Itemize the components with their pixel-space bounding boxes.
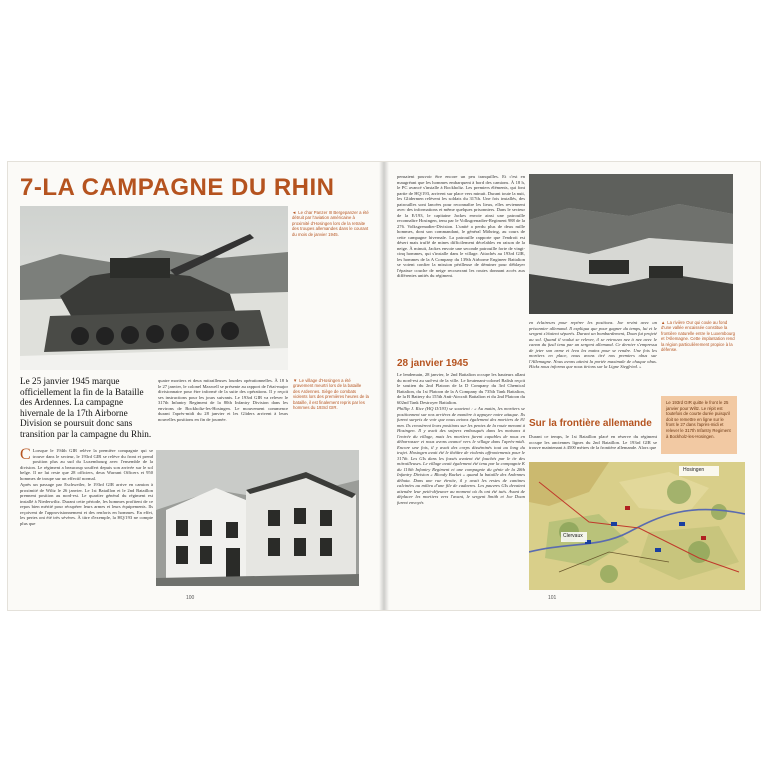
paragraph: Phillip J. Rice (HQ II/193) se souvient : « Au matin, les mortiers se positionnent sur nos arrières de manière à appuyer notre attaque. Ils furent surpris de voir que nous avions également des mortiers de 81 mm. Ils creusèrent leurs positions sur les pentes de la route menant à Hosingen. Il y avait des snipers embusqués dans les maisons à l'entrée du village, mais les mortiers furent capables de nous en débarrasser et nous avons avancé vers le village dans l'après-midi. Encore une fois, il y avait des corps disséminés tout au long du trajet. Hosingen avait été le théâtre de violents affrontements pour le 317th. Les GIs dans les fossés avaient été fauchés par le tir des mitrailleuses. Le village avait également été tenu par la compagnie K du 110th Infantry Regiment et une compagnie du génie de la 28th Infantry Division « Bloody Bucket » quand la bataille des Ardennes débuta. Dans une rue étroite, il y avait les restes de cantines calcinées au milieu d'une file de cadavres. Les pauvres GIs devaient attendre leur petit-déjeuner au moment où ils ont été tués. Avant de déplacer les mortiers vers l'avant, le sergent Smith et Joe Doan furent envoyés [397,406,525,505]
paragraph: en éclaireurs pour repérer les positions. Joe revint avec un prisonnier allemand. Il expliqua que pour gagner du temps, lui et le sergent s'étaient séparés. Durant un bombardement, Doan fut projeté au sol. Quand il voulut se relever, il se retrouva nez à nez avec le canon du fusil tenu par un sergent allemand. Ce dernier s'empressa de jeter son arme et leva les mains pour se rendre. Une fois les mortiers en place, nous avons tiré nos premiers obus sur l'Allemagne. Nous avons atteint la portée maximale de chaque obus. Hicks nous informa que nous tirions sur la Ligne Siegfried. » [529,320,657,369]
right-column-d2 [529,434,657,464]
right-column-c [397,174,525,350]
river-caption [661,320,737,352]
sidebar-text: Le 193rd GIR quitte le front le 25 janvier pour Wiltz. Le répit est toutefois de courte durée puisqu'il doit se remettre en ligne sur le front le 27 dans l'après-midi et relever le 317th Infantry Regiment à Bockholz-les-Hosingen. [666,400,731,439]
page-number-left: 100 [186,595,195,601]
paragraph: Après un passage par Eschweiler, le 193rd GIR arrive en camion à proximité de Wiltz le 26 janvier. Le 1st Bataillon et le 2nd Bataillon prennent position au nord-est. Le quartier général du régiment est installé à Niederwiltz. Durant cette période, les hommes profitent de ce repos bien mérité pour récupérer leurs armes et leurs équipements. Ils reçoivent de l'approvisionnement et des renforts en hommes. En effet, les pertes ont été très sévères. À titre d'exemple, la HQ/193 ne compte plus que [20,482,153,526]
page-number-right: 101 [548,595,557,601]
tank-caption [292,210,370,237]
map-image [529,462,745,590]
chapter-title: 7-LA CAMPAGNE DU RHIN [20,174,335,201]
subhead-frontiere: Sur la frontière allemande [529,418,652,429]
left-column-b [158,378,288,440]
right-column-c2 [397,372,525,592]
paragraph: quatre mortiers et deux mitrailleuses lourdes opérationnelles. À 18 h le 27 janvier, le colonel Maxwell se présente au rapport de l'état-major divisionnaire pour être informé de la suite des opérations. Il y reçoit ses instructions pour les jours suivants. Le 193rd GIR va relever le 317th Infantry Regiment de la 80th Infantry Division dans les environs de Bockholtz-les-Hosingen. Le mouvement commence durant l'après-midi du 28 janvier et les Gliders arrivent à leurs nouvelles positions en fin de journée. [158,378,288,422]
left-column-a [20,448,153,588]
paragraph: Lorsque le 194th GIR relève la première compagnie qui se trouve dans le secteur, le 193rd GIR se relève du front et prend position plus au sud du Luxembourg avec l'ensemble de la division. Le régiment a beaucoup souffert depuis son arrivée sur le sol belge. Il ne lui reste que 28 officiers, deux Warrant Officers et 950 hommes de troupe sur un effectif normal. [20,448,153,481]
village-photo [156,450,359,586]
dropcap: C [20,448,31,463]
river-photo [529,174,733,314]
village-caption-text: Le village d'Hosingen a été gravement meurtri lors de la bataille des Ardennes. Siège de combats violents lors des premières heures de la bataille, il est finalement repris par les hommes du 193rd GIR. [293,378,369,411]
village-caption [293,378,369,410]
book-spread [8,162,760,610]
subhead-28-janvier: 28 janvier 1945 [397,358,469,369]
lead-paragraph: Le 25 janvier 1945 marque officiellement la fin de la Bataille des Ardennes. La campagne hivernale de la 17th Airborne Division se poursuit donc sans transition par la campagne du Rhin. [20,376,152,439]
map-label-hosingen: Hosingen [683,467,705,473]
caption-triangle-icon: ▲ [661,320,666,325]
right-column-d [529,320,657,416]
paragraph: Durant ce temps, le 1st Bataillon placé en réserve du régiment occupe les anciennes lignes du 2nd Bataillon. Le 193rd GIR se trouve maintenant à 4500 mètres de la frontière allemande. Alors que [529,434,657,450]
tank-photo [20,206,288,370]
paragraph: Le lendemain, 28 janvier, le 2nd Battalion occupe les hauteurs allant du nord-est au sud-est de la ville. Le lieutenant-colonel Balish reçoit le soutien du 2nd Platoon de la D Company du 3rd Chemical Battalion, du 1st Platoon de la A Company du 735th Tank Battalion, de la B Battery du 155th Anti-Aircraft Battalion et du 2nd Platoon du 602nd Tank Destroyer Battalion. [397,372,525,405]
gutter-shadow [379,162,389,610]
paragraph: pensaient pouvoir être encore un peu tranquilles. Et c'est en maugréant que les hommes embarquent à bord des camions. À 18 h, le PC avancé s'installe à Bockholtz. Les premiers éléments, qui font partie de HQ/193, arrivent sur place vers minuit. Durant toute la nuit, les Glidermen relèvent les soldats du 317th. Une fois installés, des patrouilles sont lancées pour reconnaître les lieux, elles reviennent avec des informations et même quelques prisonniers. Dans le secteur de la E/193, le capitaine Jackes envoie ainsi une patrouille reconnaître Hosingen, tenu par le Volksgrenadier-Regiment 988 de la 276. Volksgrenadier-Division. L'unité a perdu plus de deux mille hommes, dont son commandant, le général Möhring, au cours de cette campagne hivernale. La patrouille rapporte que l'endroit est désert mais truffé de mines difficilement décelables en raison de la neige. À minuit, Jackes envoie une seconde patrouille forte de vingt-cinq hommes, qui s'installe dans le village. Attachés au 193rd GIR, les hommes de la A Company du 139th Airborne Engineer Battalion se voient confier la mission périlleuse de déminer pour déblayer l'épaisse couche de neige recouvrant les routes donnant accès aux différentes unités du régiment. [397,174,525,278]
sidebar-box [661,396,737,454]
caption-triangle-icon: ◄ [292,210,297,215]
river-caption-text: La rivière Our qui coule au fond d'une vallée encaissée constitue la frontière naturelle entre le Luxembourg et l'Allemagne. Cette implantation rend la région particulièrement propice à la défense. [661,320,736,353]
tank-caption-text: Le char Panzer III Bergepanzer a été détruit par l'aviation américaine à proximité d'Hosingen lors de la retraite des troupes allemandes dans le courant du mois de janvier 1945. [292,210,369,237]
caption-triangle-icon: ▼ [293,378,298,383]
map-label-clervaux: Clervaux [563,533,583,539]
